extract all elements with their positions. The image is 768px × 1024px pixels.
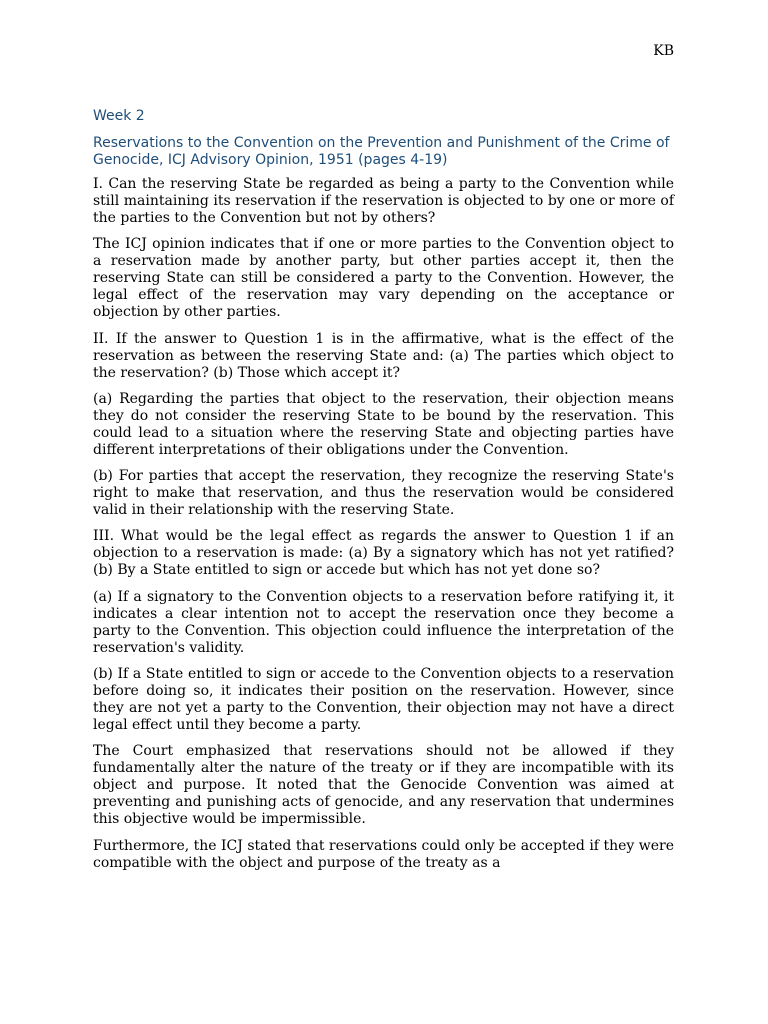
header-initials: KB <box>653 43 674 59</box>
question-2-paragraph: II. If the answer to Question 1 is in the affirmative, what is the effect of the reservation as between the reserving State and: (a) The parties which object to the reservation? (b) Those which accept it? <box>93 330 674 381</box>
case-title-heading: Reservations to the Convention on the Prevention and Punishment of the Crime of Genocide, ICJ Advisory Opinion, 1951 (pages 4-19) <box>93 135 670 168</box>
answer-1-paragraph: The ICJ opinion indicates that if one or more parties to the Convention object to a reservation made by another party, but other parties accept it, then the reserving State can still be considered a party to the Convention. However, the legal effect of the reservation may vary depending on the acceptance or objection by other parties. <box>93 236 674 321</box>
answer-2b-paragraph: (b) For parties that accept the reservation, they recognize the reserving State's right to make that reservation, and thus the reservation would be considered valid in their relationship with the reserving State. <box>93 468 674 519</box>
document-body <box>93 108 674 881</box>
answer-2a-paragraph: (a) Regarding the parties that object to the reservation, their objection means they do not consider the reserving State to be bound by the reservation. This could lead to a situation where the reserving State and objecting parties have different interpretations of their obligations under the Convention. <box>93 390 674 458</box>
answer-3a-paragraph: (a) If a signatory to the Convention objects to a reservation before ratifying it, it indicates a clear intention not to accept the reservation once they become a party to the Convention. This objection could influence the interpretation of the reservation's validity. <box>93 588 674 656</box>
furthermore-paragraph: Furthermore, the ICJ stated that reservations could only be accepted if they were compatible with the object and purpose of the treaty as a <box>93 837 674 871</box>
answer-3b-paragraph: (b) If a State entitled to sign or accede to the Convention objects to a reservation before doing so, it indicates their position on the reservation. However, since they are not yet a party to the Convention, their objection may not have a direct legal effect until they become a party. <box>93 666 674 734</box>
court-emphasis-paragraph: The Court emphasized that reservations should not be allowed if they fundamentally alter the nature of the treaty or if they are incompatible with its object and purpose. It noted that the Genocide Convention was aimed at preventing and punishing acts of genocide, and any reservation that undermines this objective would be impermissible. <box>93 743 674 828</box>
question-3-paragraph: III. What would be the legal effect as regards the answer to Question 1 if an objection to a reservation is made: (a) By a signatory which has not yet ratified? (b) By a State entitled to sign or accede but which has not yet done so? <box>93 528 674 579</box>
week-heading: Week 2 <box>93 108 145 124</box>
question-1-paragraph: I. Can the reserving State be regarded as being a party to the Convention while still maintaining its reservation if the reservation is objected to by one or more of the parties to the Convention but not by others? <box>93 176 674 226</box>
